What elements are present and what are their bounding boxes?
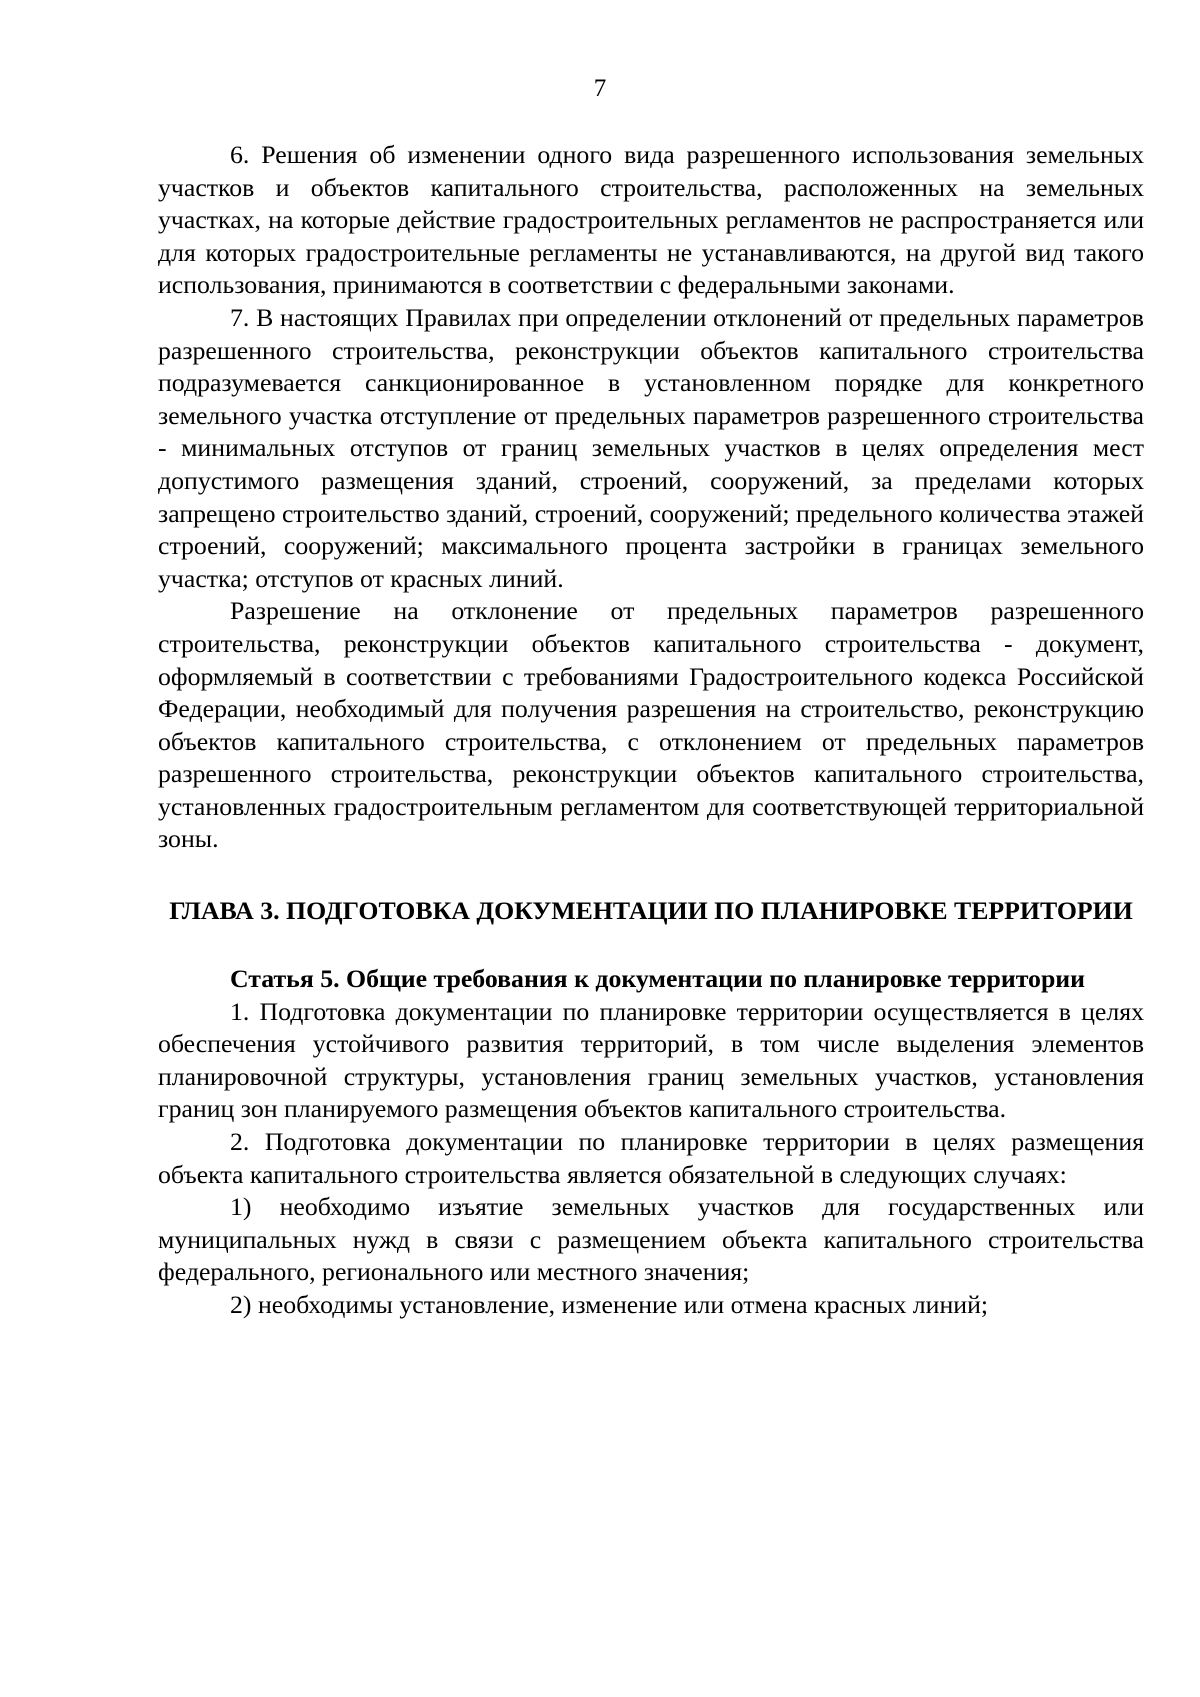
chapter-heading: ГЛАВА 3. ПОДГОТОВКА ДОКУМЕНТАЦИИ ПО ПЛАНИРОВКЕ ТЕРРИТОРИИ: [169, 896, 1133, 926]
article-paragraph-2: 2. Подготовка документации по планировке территории в целях размещения объекта капитального строительства является обязательной в следующих случаях:: [158, 1127, 1144, 1189]
list-item-2: 2) необходимы установление, изменение или отмена красных линий;: [230, 1290, 989, 1319]
article-heading: Статья 5. Общие требования к документации по планировке территории: [230, 964, 1086, 994]
page-number: 7: [593, 75, 607, 102]
paragraph-permit-definition: Разрешение на отклонение от предельных параметров разрешенного строительства, реконструкции объектов капитального строительства - документ, оформляемый в соответствии с требованиями Градостроительного кодекса Российской Федерации, необходимый для получения разрешения на строительство, реконструкцию объектов капитального строительства, с отклонением от предельных параметров разрешенного строительства, реконструкции объектов капитального строительства, установленных градостроительным регламентом для соответствующей территориальной зоны.: [158, 596, 1144, 854]
page-content: [158, 139, 1144, 1322]
paragraph-6: 6. Решения об изменении одного вида разрешенного использования земельных участков и объектов капитального строительства, расположенных на земельных участках, на которые действие градостроительных регламентов не распространяется или для которых градостроительные регламенты не устанавливаются, на другой вид такого использования, принимаются в соответствии с федеральными законами.: [158, 140, 1144, 300]
paragraph-7: 7. В настоящих Правилах при определении отклонений от предельных параметров разрешенного строительства, реконструкции объектов капитального строительства подразумевается санкционированное в установленном порядке для конкретного земельного участка отступление от предельных параметров разрешенного строительства - минимальных отступов от границ земельных участков в целях определения мест допустимого размещения зданий, строений, сооружений, за пределами которых запрещено строительство зданий, строений, сооружений; предельного количества этажей строений, сооружений; максимального процента застройки в границах земельного участка; отступов от красных линий.: [158, 302, 1144, 593]
list-item-1: 1) необходимо изъятие земельных участков для государственных или муниципальных нужд в связи с размещением объекта капитального строительства федерального, регионального или местного значения;: [158, 1192, 1144, 1287]
article-paragraph-1: 1. Подготовка документации по планировке территории осуществляется в целях обеспечения устойчивого развития территорий, в том числе выделения элементов планировочной структуры, установления границ земельных участков, установления границ зон планируемого размещения объектов капитального строительства.: [158, 996, 1144, 1124]
